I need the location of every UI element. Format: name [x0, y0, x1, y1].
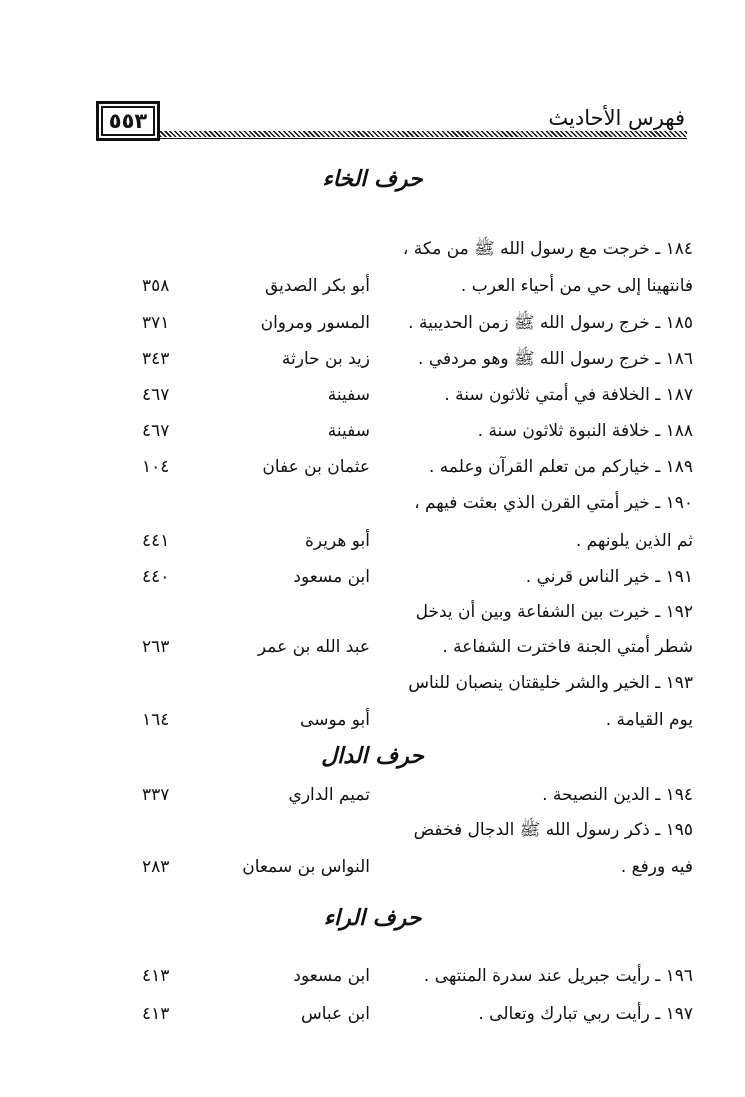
narrator: تميم الداري	[288, 785, 370, 805]
hadith-text: شطر أمتي الجنة فاخترت الشفاعة .	[442, 637, 693, 657]
hadith-row	[0, 526, 745, 556]
hadith-row	[0, 852, 745, 882]
hadith-text: ١٩٤ ـ الدين النصيحة .	[542, 785, 693, 805]
page-reference: ٤١٣	[142, 966, 170, 986]
page-reference: ٣٥٨	[142, 276, 170, 296]
hadith-text: ١٨٩ ـ خياركم من تعلم القرآن وعلمه .	[429, 457, 693, 477]
hadith-text: ١٩٣ ـ الخير والشر خليقتان ينصبان للناس	[408, 673, 693, 693]
hadith-text: ١٨٧ ـ الخلافة في أمتي ثلاثون سنة .	[444, 385, 693, 405]
narrator: ابن عباس	[300, 1004, 370, 1024]
hadith-text: ١٨٦ ـ خرج رسول الله ﷺ وهو مردفي .	[418, 349, 693, 369]
narrator: عبد الله بن عمر	[257, 637, 370, 657]
hadith-text: فيه ورفع .	[620, 857, 693, 877]
narrator: سفينة	[327, 421, 370, 441]
header-divider	[160, 131, 687, 139]
hadith-text: ١٨٥ ـ خرج رسول الله ﷺ زمن الحديبية .	[408, 313, 693, 333]
hadith-row	[0, 632, 745, 662]
hadith-text: ثم الذين يلونهم .	[575, 531, 693, 551]
hadith-text: ١٩٠ ـ خير أمتي القرن الذي بعثت فيهم ،	[414, 493, 693, 513]
hadith-row	[0, 488, 745, 518]
hadith-text: ١٩١ ـ خير الناس قرني .	[525, 567, 693, 587]
narrator: أبو هريرة	[304, 531, 370, 551]
page-reference: ١٦٤	[142, 710, 170, 730]
page-reference: ١٠٤	[142, 457, 170, 477]
hadith-row	[0, 780, 745, 810]
hadith-text: ١٨٤ ـ خرجت مع رسول الله ﷺ من مكة ،	[402, 239, 693, 259]
running-header-title: فهرس الأحاديث	[548, 106, 685, 130]
hadith-text: ١٩٥ ـ ذكر رسول الله ﷺ الدجال فخفض	[413, 820, 693, 840]
hadith-row	[0, 999, 745, 1029]
hadith-row	[0, 815, 745, 845]
page-reference: ٣٣٧	[142, 785, 170, 805]
page-reference: ٣٤٣	[142, 349, 170, 369]
hadith-row	[0, 452, 745, 482]
hadith-text: فانتهينا إلى حي من أحياء العرب .	[460, 276, 693, 296]
page-reference: ٣٧١	[142, 313, 170, 333]
section-title-daal: حرف الدال	[321, 744, 424, 769]
hadith-text: ١٩٢ ـ خيرت بين الشفاعة وبين أن يدخل	[415, 602, 693, 622]
narrator: ابن مسعود	[293, 567, 370, 587]
narrator: ابن مسعود	[293, 966, 370, 986]
narrator: النواس بن سمعان	[242, 857, 370, 877]
hadith-text: ١٩٧ ـ رأيت ربي تبارك وتعالى .	[478, 1004, 693, 1024]
narrator: زيد بن حارثة	[281, 349, 370, 369]
hadith-row	[0, 380, 745, 410]
narrator: أبو بكر الصديق	[264, 276, 370, 296]
page-reference: ٤٦٧	[142, 421, 170, 441]
narrator: المسور ومروان	[260, 313, 370, 333]
page-reference: ٢٨٣	[142, 857, 170, 877]
page-reference: ٤٤٠	[142, 567, 170, 587]
hadith-row	[0, 597, 745, 627]
hadith-row	[0, 308, 745, 338]
hadith-row	[0, 562, 745, 592]
page-reference: ٤٤١	[142, 531, 170, 551]
page-number-box	[96, 101, 160, 141]
page-number: ٥٥٣	[108, 109, 148, 133]
hadith-row	[0, 234, 745, 264]
hadith-row	[0, 961, 745, 991]
hadith-text: يوم القيامة .	[605, 710, 693, 730]
hadith-row	[0, 668, 745, 698]
page-reference: ٤٦٧	[142, 385, 170, 405]
section-title-khaa: حرف الخاء	[322, 167, 423, 192]
section-title-raa: حرف الراء	[323, 906, 422, 931]
page-reference: ٤١٣	[142, 1004, 170, 1024]
hadith-row	[0, 416, 745, 446]
hadith-text: ١٨٨ ـ خلافة النبوة ثلاثون سنة .	[477, 421, 693, 441]
narrator: سفينة	[327, 385, 370, 405]
narrator: عثمان بن عفان	[262, 457, 370, 477]
hadith-row	[0, 705, 745, 735]
hadith-text: ١٩٦ ـ رأيت جبريل عند سدرة المنتهى .	[423, 966, 693, 986]
narrator: أبو موسى	[300, 710, 370, 730]
hadith-row	[0, 271, 745, 301]
hadith-row	[0, 344, 745, 374]
page-reference: ٢٦٣	[142, 637, 170, 657]
